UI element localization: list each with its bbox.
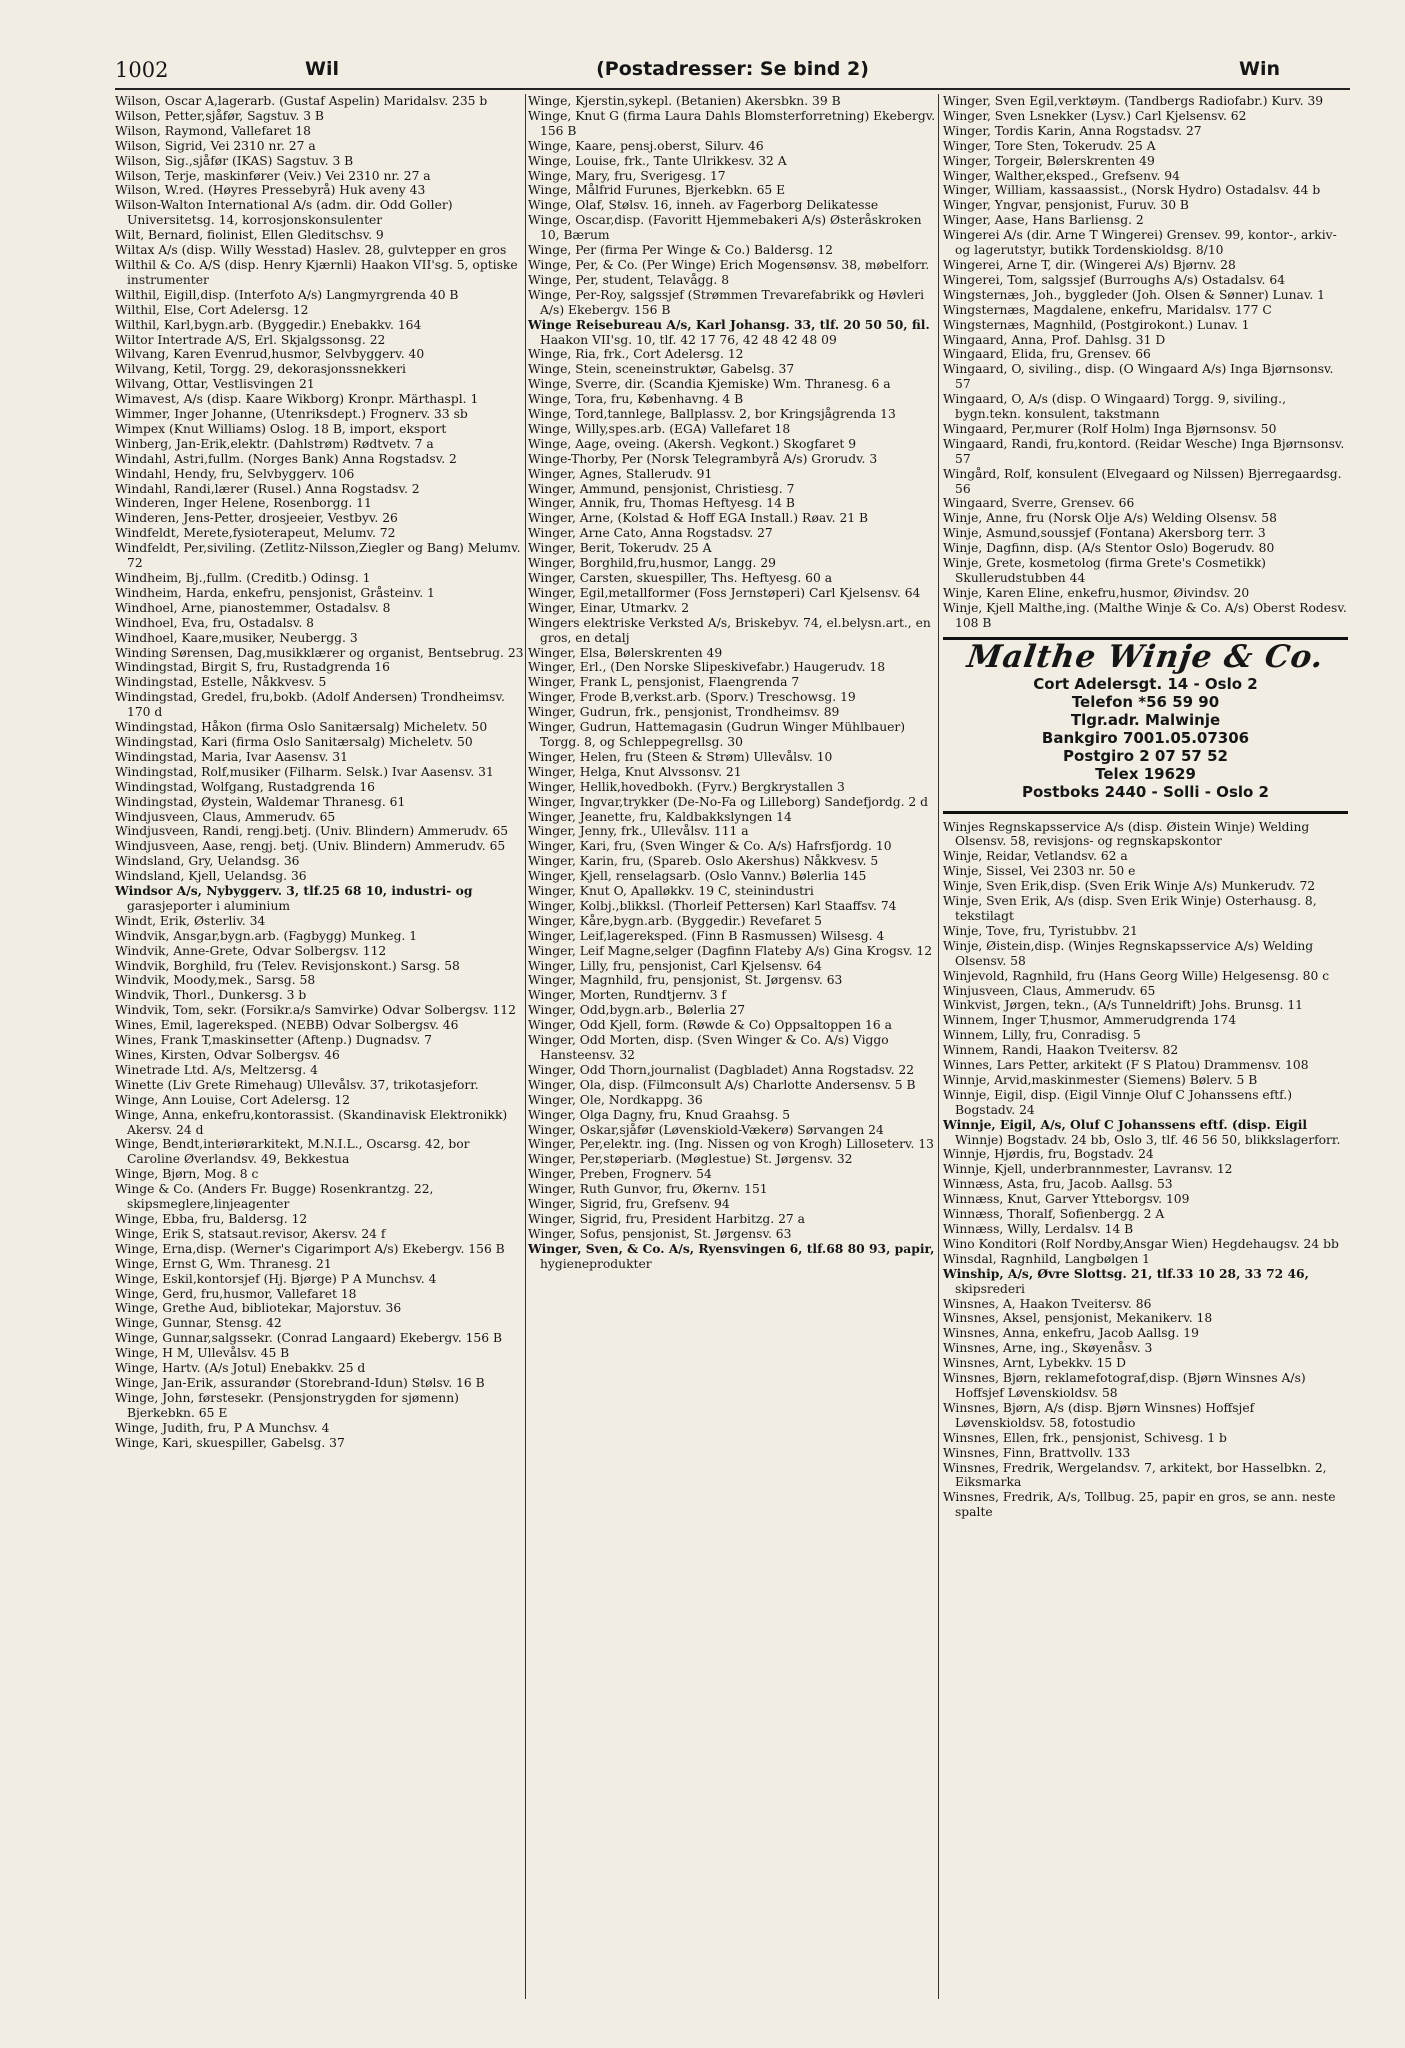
directory-entry: Winge, Stein, sceneinstruktør, Gabelsg. 37	[528, 362, 795, 377]
directory-entry: Winge, Per, student, Telavågg. 8	[528, 272, 730, 287]
directory-entry: Windt, Erik, Østerliv. 34	[115, 913, 266, 928]
directory-entry: Windvik, Ansgar,bygn.arb. (Fagbygg) Munkeg. 1	[115, 928, 418, 943]
directory-entry: Winge, H M, Ullevålsv. 45 B	[115, 1346, 290, 1361]
directory-entry: Windahl, Randi,lærer (Rusel.) Anna Rogstadsv. 2	[115, 481, 420, 496]
directory-entry: Winderen, Inger Helene, Rosenborgg. 11	[115, 496, 372, 511]
directory-entry: Winger, Preben, Frognerv. 54	[528, 1167, 712, 1182]
directory-entry: Windhoel, Kaare,musiker, Neubergg. 3	[115, 630, 358, 645]
directory-entry: Winger, Gudrun, frk., pensjonist, Trondheimsv. 89	[528, 705, 840, 720]
directory-entry: Winberg, Jan-Erik,elektr. (Dahlstrøm) Rødtvetv. 7 a	[115, 436, 434, 451]
directory-entry: Winje, Kjell Malthe,ing. (Malthe Winje & Co. A/s) Oberst Rodesv. 108 B	[943, 600, 1347, 630]
directory-entry: Winger, Kåre,bygn.arb. (Byggedir.) Revefaret 5	[528, 913, 822, 928]
directory-entry: Wingård, Rolf, konsulent (Elvegaard og Nilssen) Bjerregaardsg. 56	[943, 466, 1342, 496]
directory-entry: Winnje, Arvid,maskinmester (Siemens) Bølerv. 5 B	[943, 1072, 1258, 1087]
directory-entry: Winger, Erl., (Den Norske Slipeskivefabr.) Haugerudv. 18	[528, 660, 886, 675]
directory-entry: Windingstad, Øystein, Waldemar Thranesg. 61	[115, 794, 406, 809]
directory-entry: Winger, Odd Thorn,journalist (Dagbladet) Anna Rogstadsv. 22	[528, 1062, 915, 1077]
directory-entry: Winje, Sissel, Vei 2303 nr. 50 e	[943, 864, 1136, 879]
directory-entry: Winge, Kaare, pensj.oberst, Silurv. 46	[528, 138, 764, 153]
directory-entry: Winship, A/s, Øvre Slottsg. 21, tlf.33 10 28, 33 72 46, skipsrederi	[943, 1265, 1309, 1296]
ad-telephone: Telefon *56 59 90	[1071, 692, 1220, 711]
directory-entry: Winjes Regnskapsservice A/s (disp. Øistein Winje) Welding Olsensv. 58, revisjons- og regnskapskontor	[943, 819, 1310, 849]
directory-entry: Windahl, Hendy, fru, Selvbyggerv. 106	[115, 466, 355, 481]
directory-entry: Winsdal, Ragnhild, Langbølgen 1	[943, 1251, 1150, 1266]
directory-entry: Winge, Per-Roy, salgssjef (Strømmen Trevarefabrikk og Høvleri A/s) Ekebergv. 156 B	[528, 287, 925, 317]
directory-entry: Winnje, Eigil, disp. (Eigil Vinnje Oluf C Johanssens eftf.) Bogstadv. 24	[943, 1087, 1293, 1117]
directory-entry: Winger, Ole, Nordkappg. 36	[528, 1092, 703, 1107]
directory-entry: Winge, Willy,spes.arb. (EGA) Vallefaret 18	[528, 421, 791, 436]
directory-entry: Winger, Hellik,hovedbokh. (Fyrv.) Bergkrystallen 3	[528, 779, 845, 794]
directory-entry: Winge, Gunnar, Stensg. 42	[115, 1316, 282, 1331]
directory-entry: Winsnes, Anna, enkefru, Jacob Aallsg. 19	[943, 1326, 1199, 1341]
directory-entry: Winger, Per,elektr. ing. (Ing. Nissen og von Krogh) Lilloseterv. 13	[528, 1137, 934, 1152]
directory-entry: Winje, Øistein,disp. (Winjes Regnskapsservice A/s) Welding Olsensv. 58	[943, 938, 1314, 968]
directory-entry: Winge, Ernst G, Wm. Thranesg. 21	[115, 1256, 332, 1271]
directory-entry: Winge, Erik S, statsaut.revisor, Akersv. 24 f	[115, 1226, 386, 1241]
directory-entry: Winge, Aage, oveing. (Akersh. Vegkont.) Skogfaret 9	[528, 436, 857, 451]
directory-entry: Wingaard, Elida, fru, Grensev. 66	[943, 347, 1151, 362]
directory-entry: Winge Reisebureau A/s, Karl Johansg. 33, tlf. 20 50 50, fil. Haakon VII'sg. 10, tlf. 42 17 76, 42 48 42 48 09	[528, 316, 930, 347]
directory-entry: Winkvist, Jørgen, tekn., (A/s Tunneldrift) Johs. Brunsg. 11	[943, 998, 1303, 1013]
directory-entry: Winje, Anne, fru (Norsk Olje A/s) Welding Olsensv. 58	[943, 511, 1277, 526]
directory-entry: Winge, Per (firma Per Winge & Co.) Baldersg. 12	[528, 243, 833, 258]
directory-entry: Windvik, Borghild, fru (Telev. Revisjonskont.) Sarsg. 58	[115, 958, 460, 973]
directory-entry: Wingsternæs, Magdalene, enkefru, Maridalsv. 177 C	[943, 302, 1272, 317]
directory-entry: Winger, Odd Morten, disp. (Sven Winger & Co. A/s) Viggo Hansteensv. 32	[528, 1033, 889, 1062]
directory-entry: Winge, Anna, enkefru,kontorassist. (Skandinavisk Elektronikk) Akersv. 24 d	[115, 1107, 508, 1137]
directory-entry: Winger, Einar, Utmarkv. 2	[528, 600, 690, 615]
directory-entry: Wilt, Bernard, fiolinist, Ellen Gleditschsv. 9	[115, 228, 384, 243]
directory-entry: Windingstad, Håkon (firma Oslo Sanitærsalg) Micheletv. 50	[115, 720, 488, 735]
directory-entry: Winger, Kari, fru, (Sven Winger & Co. A/s) Hafrsfjordg. 10	[528, 839, 892, 854]
directory-entry: Winger, Sven Egil,verktøym. (Tandbergs Radiofabr.) Kurv. 39	[943, 94, 1324, 108]
directory-entry: Winnæss, Knut, Garver Ytteborgsv. 109	[943, 1192, 1190, 1207]
directory-entry: Winsnes, Arnt, Lybekkv. 15 D	[943, 1356, 1127, 1371]
directory-entry: Windsor A/s, Nybyggerv. 3, tlf.25 68 10, industri- og garasjeporter i aluminium	[115, 883, 473, 913]
directory-entry: Winger, Walther,eksped., Grefsenv. 94	[943, 168, 1180, 183]
ad-bankgiro: Bankgiro 7001.05.07306	[1041, 728, 1250, 747]
directory-entry: Wingaard, O, A/s (disp. O Wingaard) Torgg. 9, siviling., bygn.tekn. konsulent, takstmann	[943, 392, 1286, 422]
directory-entry: Winge, Tora, fru, Københavng. 4 B	[528, 392, 744, 407]
directory-entry: Winger, Aase, Hans Barliensg. 2	[943, 213, 1144, 228]
directory-entry: Winge, Louise, frk., Tante Ulrikkesv. 32 A	[528, 153, 787, 168]
header-range-start: Wil	[305, 58, 339, 80]
directory-entry: Wingaard, O, siviling., disp. (O Wingaard A/s) Inga Bjørnsonsv. 57	[943, 362, 1334, 392]
directory-entry: Winger, Helen, fru (Steen & Strøm) Ullevålsv. 10	[528, 749, 833, 764]
directory-entry: Winger, Frank L, pensjonist, Flaengrenda 7	[528, 675, 800, 690]
ad-address: Cort Adelersgt. 14 - Oslo 2	[1033, 674, 1258, 693]
directory-entry: Winjevold, Ragnhild, fru (Hans Georg Wille) Helgesensg. 80 c	[943, 968, 1330, 983]
directory-entry: Winsnes, Aksel, pensjonist, Mekanikerv. 18	[943, 1311, 1213, 1326]
directory-entry: Winje, Dagfinn, disp. (A/s Stentor Oslo) Bogerudv. 80	[943, 541, 1275, 556]
directory-entry: Winger, Carsten, skuespiller, Ths. Heftyesg. 60 a	[528, 571, 833, 585]
directory-entry: Winge, Ann Louise, Cort Adelersg. 12	[115, 1092, 351, 1107]
header-range-end: Win	[1239, 58, 1280, 80]
header-note: (Postadresser: Se bind 2)	[596, 58, 869, 80]
directory-entry: Winnæss, Thoralf, Sofienbergg. 2 A	[943, 1207, 1165, 1222]
directory-entry: Windhoel, Eva, fru, Ostadalsv. 8	[115, 615, 314, 630]
directory-entry: Winetrade Ltd. A/s, Meltzersg. 4	[115, 1062, 318, 1077]
directory-entry: Winge, Ria, frk., Cort Adelersg. 12	[528, 347, 744, 362]
ad-telex: Telex 19629	[1095, 764, 1196, 783]
directory-entry: Winger, Odd,bygn.arb., Bølerlia 27	[528, 1003, 746, 1018]
directory-entry: Winger, Arne, (Kolstad & Hoff EGA Install.) Røav. 21 B	[528, 511, 869, 526]
directory-entry: Winge-Thorby, Per (Norsk Telegrambyrå A/s) Grorudv. 3	[528, 451, 878, 466]
directory-entry: Wingsternæs, Joh., byggleder (Joh. Olsen & Sønner) Lunav. 1	[943, 287, 1325, 302]
directory-entry: Winje, Tove, fru, Tyristubbv. 21	[943, 923, 1138, 938]
directory-entry: Wilson, Sigrid, Vei 2310 nr. 27 a	[115, 138, 316, 153]
directory-entry: Wines, Kirsten, Odvar Solbergsv. 46	[115, 1048, 340, 1062]
ad-logo: Malthe Winje & Co.	[964, 638, 1327, 675]
directory-entry: Wilson, W.red. (Høyres Pressebyrå) Huk aveny 43	[115, 183, 426, 198]
directory-entry: Wingerei, Arne T, dir. (Wingerei A/s) Bjørnv. 28	[943, 257, 1236, 272]
directory-entry: Winger, Karin, fru, (Spareb. Oslo Akershus) Nåkkvesv. 5	[528, 854, 879, 869]
directory-entry: Wiltax A/s (disp. Willy Wesstad) Haslev. 28, gulvtepper en gros	[115, 243, 507, 258]
directory-entry: Winger, Sven Lsnekker (Lysv.) Carl Kjelsensv. 62	[943, 108, 1247, 123]
directory-entry: Winnæss, Willy, Lerdalsv. 14 B	[943, 1222, 1134, 1236]
directory-entry: Windheim, Harda, enkefru, pensjonist, Gråsteinv. 1	[115, 585, 435, 600]
directory-entry: Winnje, Hjørdis, fru, Bogstadv. 24	[943, 1147, 1154, 1162]
directory-entry: Winger, Tordis Karin, Anna Rogstadsv. 27	[943, 123, 1202, 138]
directory-entry: Winge, Bjørn, Mog. 8 c	[115, 1167, 259, 1182]
directory-entry: Winger, Ola, disp. (Filmconsult A/s) Charlotte Andersensv. 5 B	[528, 1077, 916, 1092]
page-number: 1002	[115, 58, 169, 82]
directory-entry: Winge, Ebba, fru, Baldersg. 12	[115, 1211, 308, 1226]
directory-entry: Wilson, Oscar A,lagerarb. (Gustaf Aspelin) Maridalsv. 235 b	[115, 94, 488, 108]
directory-entry: Wilthil, Else, Cort Adelersg. 12	[115, 302, 309, 317]
directory-entry: Winger, Jeanette, fru, Kaldbakkslyngen 14	[528, 809, 792, 824]
directory-entry: Windsland, Kjell, Uelandsg. 36	[115, 869, 307, 884]
directory-entry: Windhoel, Arne, pianostemmer, Ostadalsv. 8	[115, 600, 391, 615]
directory-entry: Winsnes, Ellen, frk., pensjonist, Schivesg. 1 b	[943, 1430, 1227, 1445]
directory-entry: Wingerei A/s (dir. Arne T Wingerei) Grensev. 99, kontor-, arkiv- og lagerutstyr, butikk Tordenskioldsg. 8/10	[943, 228, 1337, 258]
directory-entry: Winger, Morten, Rundtjernv. 3 f	[528, 988, 726, 1003]
directory-entry: Windahl, Astri,fullm. (Norges Bank) Anna Rogstadsv. 2	[115, 451, 457, 466]
directory-entry: Winger, Elsa, Bølerskrenten 49	[528, 645, 723, 660]
directory-entry: Winje, Sven Erik,disp. (Sven Erik Winje A/s) Munkerudv. 72	[943, 879, 1316, 894]
directory-entry: Winger, Ammund, pensjonist, Christiesg. 7	[528, 481, 795, 496]
directory-entry: Winge, Tord,tannlege, Ballplassv. 2, bor Kringsjågrenda 13	[528, 407, 896, 422]
directory-entry: Winger, Torgeir, Bølerskrenten 49	[943, 153, 1155, 168]
directory-entry: Winge, Erna,disp. (Werner's Cigarimport A/s) Ekebergv. 156 B	[115, 1241, 505, 1256]
directory-entry: Winsnes, Fredrik, A/s, Tollbug. 25, papir en gros, se ann. neste spalte	[943, 1490, 1336, 1520]
directory-entry: Winger, Sofus, pensjonist, St. Jørgensv. 63	[528, 1226, 792, 1241]
column-3-bottom-entries	[943, 820, 1348, 1521]
directory-entry: Winsnes, Bjørn, reklamefotograf,disp. (Bjørn Winsnes A/s) Hoffsjef Løvenskioldsv. 58	[943, 1371, 1306, 1400]
directory-entry: Windjusveen, Aase, rengj. betj. (Univ. Blindern) Ammerudv. 65	[115, 839, 506, 854]
directory-entry: Winnje, Kjell, underbrannmester, Lavransv. 12	[943, 1162, 1233, 1177]
directory-entry: Winger, Per,støperiarb. (Møglestue) St. Jørgensv. 32	[528, 1152, 853, 1167]
directory-entry: Winsnes, A, Haakon Tveitersv. 86	[943, 1296, 1152, 1311]
directory-entry: Winger, Tore Sten, Tokerudv. 25 A	[943, 138, 1156, 153]
column-2	[528, 94, 939, 1999]
directory-entry: Wimavest, A/s (disp. Kaare Wikborg) Kronpr. Märthaspl. 1	[115, 392, 479, 407]
directory-entry: Winge & Co. (Anders Fr. Bugge) Rosenkrantzg. 22, skipsmeglere,linjeagenter	[115, 1182, 434, 1212]
directory-entry: Winsnes, Finn, Brattvollv. 133	[943, 1445, 1131, 1460]
directory-entry: Winnem, Randi, Haakon Tveitersv. 82	[943, 1043, 1179, 1058]
directory-entry: Winger, Magnhild, fru, pensjonist, St. Jørgensv. 63	[528, 973, 843, 988]
directory-entry: Windvik, Tom, sekr. (Forsikr.a/s Samvirke) Odvar Solbergsv. 112	[115, 1003, 516, 1018]
directory-entry: Windsland, Gry, Uelandsg. 36	[115, 854, 300, 869]
directory-entry: Winsnes, Bjørn, A/s (disp. Bjørn Winsnes) Hoffsjef Løvenskioldsv. 58, fotostudio	[943, 1400, 1255, 1430]
directory-entry: Winger, Lilly, fru, pensjonist, Carl Kjelsensv. 64	[528, 958, 822, 973]
directory-entry: Winge, Kjerstin,sykepl. (Betanien) Akersbkn. 39 B	[528, 94, 841, 108]
directory-entry: Winger, Agnes, Stallerudv. 91	[528, 466, 713, 481]
directory-entry: Windingstad, Kari (firma Oslo Sanitærsalg) Micheletv. 50	[115, 734, 473, 749]
directory-entry: Winger, William, kassaassist., (Norsk Hydro) Ostadalsv. 44 b	[943, 183, 1321, 198]
directory-entry: Wilvang, Karen Evenrud,husmor, Selvbyggerv. 40	[115, 347, 425, 362]
directory-entry: Winge, Jan-Erik, assurandør (Storebrand-Idun) Stølsv. 16 B	[115, 1375, 485, 1390]
directory-entry: Winsnes, Fredrik, Wergelandsv. 7, arkitekt, bor Hasselbkn. 2, Eiksmarka	[943, 1460, 1327, 1490]
directory-entry: Winje, Grete, kosmetolog (firma Grete's Cosmetikk) Skullerudstubben 44	[943, 556, 1266, 585]
directory-entry: Windingstad, Maria, Ivar Aasensv. 31	[115, 749, 348, 764]
directory-entry: Wilson, Petter,sjåfør, Sagstuv. 3 B	[115, 108, 324, 123]
directory-entry: Wines, Frank T,maskinsetter (Aftenp.) Dugnadsv. 7	[115, 1033, 432, 1048]
directory-entry: Winje, Reidar, Vetlandsv. 62 a	[943, 849, 1128, 864]
directory-entry: Wingaard, Anna, Prof. Dahlsg. 31 D	[943, 332, 1166, 347]
directory-entry: Wilson, Terje, maskinfører (Veiv.) Vei 2310 nr. 27 a	[115, 168, 431, 183]
ad-telegram-address: Tlgr.adr. Malwinje	[1070, 710, 1221, 729]
advertisement-malthe-winje	[943, 637, 1348, 814]
directory-entry: Winge, Bendt,interiørarkitekt, M.N.I.L., Oscarsg. 42, bor Caroline Øverlandsv. 49, Bekkestua	[115, 1137, 470, 1167]
directory-entry: Wingaard, Randi, fru,kontord. (Reidar Wesche) Inga Bjørnsonsv. 57	[943, 436, 1345, 466]
directory-entry: Winger, Egil,metallformer (Foss Jernstøperi) Carl Kjelsensv. 64	[528, 585, 921, 600]
column-3-top-entries	[943, 94, 1348, 631]
directory-entry: Winette (Liv Grete Rimehaug) Ullevålsv. 37, trikotasjefo​rr.	[115, 1077, 479, 1092]
directory-entry: Wilvang, Ketil, Torgg. 29, dekorasjonssnekkeri	[115, 362, 406, 377]
directory-entry: Windheim, Bj.,fullm. (Creditb.) Odinsg. 1	[115, 571, 371, 585]
directory-entry: Winderen, Jens-Petter, drosjeeier, Vestbyv. 26	[115, 511, 398, 526]
directory-entry: Windfeldt, Per,siviling. (Zetlitz-Nilsson,Ziegler og Bang) Melumv. 72	[115, 541, 521, 571]
directory-entry: Winnæss, Asta, fru, Jacob. Aallsg. 53	[943, 1177, 1173, 1192]
directory-entry: Winnes, Lars Petter, arkitekt (F S Platou) Drammensv. 108	[943, 1058, 1309, 1073]
directory-entry: Wimmer, Inger Johanne, (Utenriksdept.) Frognerv. 33 sb	[115, 407, 468, 422]
directory-entry: Winge, Mary, fru, Sverigesg. 17	[528, 168, 726, 183]
ad-postgiro: Postgiro 2 07 57 52	[1063, 746, 1228, 765]
directory-entry: Winnem, Lilly, fru, Conradisg. 5	[943, 1028, 1141, 1043]
directory-entry: Wilvang, Ottar, Vestlisvingen 21	[115, 377, 315, 392]
directory-entry: Winger, Gudrun, Hattemagasin (Gudrun Winger Mühlbauer) Torgg. 8, og Schleppegrellsg. 30	[528, 720, 906, 749]
directory-entry: Wiltor Intertrade A/S, Erl. Skjalgssonsg. 22	[115, 332, 386, 347]
directory-entry: Winge, Judith, fru, P A Munchsv. 4	[115, 1420, 330, 1435]
directory-entry: Windvik, Moody,mek., Sarsg. 58	[115, 973, 316, 988]
directory-entry: Windjusveen, Claus, Ammerudv. 65	[115, 809, 336, 824]
directory-entry: Winsnes, Arne, ing., Skøyenåsv. 3	[943, 1341, 1153, 1356]
directory-entry: Winger, Oskar,sjåfør (Løvenskiold-Vækerø) Sørvangen 24	[528, 1122, 884, 1137]
page-header	[115, 52, 1350, 90]
directory-entry: Wingaard, Sverre, Grensev. 66	[943, 496, 1135, 511]
directory-entry: Winger, Kjell, renselagsarb. (Oslo Vannv.) Bølerlia 145	[528, 869, 867, 884]
directory-entry: Winger, Arne Cato, Anna Rogstadsv. 27	[528, 526, 773, 541]
directory-entry: Windingstad, Rolf,musiker (Filharm. Selsk.) Ivar Aasensv. 31	[115, 764, 494, 779]
directory-entry: Wilthil & Co. A/S (disp. Henry Kjærnli) Haakon VII'sg. 5, optiske instrumenter	[115, 257, 518, 287]
directory-entry: Winger, Yngvar, pensjonist, Furuv. 30 B	[943, 198, 1189, 213]
directory-entry: Winge, Olaf, Stølsv. 16, inneh. av Fagerborg Delikatesse	[528, 198, 879, 213]
directory-entry: Winge, Gunnar,salgssekr. (Conrad Langaard) Ekebergv. 156 B	[115, 1331, 502, 1346]
directory-entry: Winger, Jenny, frk., Ullevålsv. 111 a	[528, 824, 749, 839]
directory-entry: Winnje, Eigil, A/s, Oluf C Johanssens eftf. (disp. Eigil Winnje) Bogstadv. 24 bb, Oslo 3, tlf. 46 56 50, blikkslagerforr.	[943, 1116, 1341, 1147]
directory-entry: Winger, Borghild,fru,husmor, Langg. 29	[528, 556, 776, 571]
directory-entry: Winger, Sven, & Co. A/s, Ryensvingen 6, tlf.68 80 93, papir, hygieneprodukter	[528, 1240, 935, 1271]
directory-entry: Windingstad, Birgit S, fru, Rustadgrenda 16	[115, 660, 390, 675]
directory-entry: Winger, Ruth Gunvor, fru, Økernv. 151	[528, 1182, 768, 1197]
directory-entry: Winge, Per, & Co. (Per Winge) Erich Mogensønsv. 38, møbelforr.	[528, 257, 930, 272]
directory-entry: Winger, Annik, fru, Thomas Heftyesg. 14 B	[528, 496, 795, 511]
directory-entry: Wingers elektriske Verksted A/s, Briskebyv. 74, el.belysn.art., en gros, en detalj	[528, 615, 931, 645]
directory-entry: Winge, John, førstesekr. (Pensjonstrygden for sjømenn) Bjerkebkn. 65 E	[115, 1390, 459, 1420]
directory-entry: Winge, Oscar,disp. (Favoritt Hjemmebakeri A/s) Østeråskroken 10, Bærum	[528, 213, 922, 243]
directory-entry: Wilson, Sig.,sjåfør (IKAS) Sagstuv. 3 B	[115, 153, 354, 168]
directory-entry: Wingaard, Per,murer (Rolf Holm) Inga Bjørnsonsv. 50	[943, 421, 1277, 436]
directory-entry: Winje, Karen Eline, enkefru,husmor, Øivindsv. 20	[943, 585, 1250, 600]
directory-entry: Wilthil, Eigill,disp. (Interfoto A/s) Langmyrgrenda 40 B	[115, 287, 459, 302]
column-1	[115, 94, 526, 1999]
directory-entry: Winger, Frode B,verkst.arb. (Sporv.) Treschowsg. 19	[528, 690, 856, 705]
directory-entry: Winger, Olga Dagny, fru, Knud Graahsg. 5	[528, 1107, 791, 1122]
directory-entry: Winjusveen, Claus, Ammerudv. 65	[943, 983, 1156, 998]
directory-entry: Winge, Grethe Aud, bibliotekar, Majorstuv. 36	[115, 1301, 402, 1316]
directory-entry: Windingstad, Gredel, fru,bokb. (Adolf Andersen) Trondheimsv. 170 d	[115, 690, 505, 720]
directory-entry: Windvik, Anne-Grete, Odvar Solbergsv. 112	[115, 943, 387, 958]
directory-entry: Winge, Gerd, fru,husmor, Vallefaret 18	[115, 1286, 357, 1301]
directory-entry: Wines, Emil, lagereksped. (NEBB) Odvar Solbergsv. 46	[115, 1018, 459, 1033]
directory-entry: Winger, Leif,lagereksped. (Finn B Rasmussen) Wilsesg. 4	[528, 928, 885, 943]
directory-entry: Winger, Berit, Tokerudv. 25 A	[528, 541, 712, 556]
directory-entry: Wingerei, Tom, salgssjef (Burroughs A/s) Ostadalsv. 64	[943, 272, 1286, 287]
directory-entry: Wingsternæs, Magnhild, (Postgirokont.) Lunav. 1	[943, 317, 1250, 332]
directory-entry: Winding Sørensen, Dag,musikklærer og organist, Bentsebrug. 23	[115, 645, 524, 660]
directory-entry: Wilthil, Karl,bygn.arb. (Byggedir.) Enebakkv. 164	[115, 317, 422, 332]
directory-entry: Winger, Sigrid, fru, President Harbitzg. 27 a	[528, 1211, 805, 1226]
directory-entry: Winger, Helga, Knut Alvssonsv. 21	[528, 764, 742, 779]
directory-entry: Winge, Knut G (firma Laura Dahls Blomsterforretning) Ekebergv. 156 B	[528, 108, 936, 138]
directory-entry: Winger, Odd Kjell, form. (Røwde & Co) Oppsaltoppen 16 a	[528, 1018, 892, 1033]
directory-entry: Winger, Leif Magne,selger (Dagfinn Flateby A/s) Gina Krogsv. 12	[528, 943, 933, 958]
directory-entry: Winger, Ingvar,trykker (De-No-Fa og Lilleborg) Sandefjordg. 2 d	[528, 794, 929, 809]
directory-entry: Windfeldt, Merete,fysioterapeut, Melumv. 72	[115, 526, 396, 541]
directory-entry: Winge, Kari, skuespiller, Gabelsg. 37	[115, 1435, 345, 1450]
directory-entry: Windingstad, Wolfgang, Rustadgrenda 16	[115, 779, 375, 794]
directory-entry: Windingstad, Estelle, Nåkkvesv. 5	[115, 675, 327, 690]
directory-entry: Winge, Hartv. (A/s Jotul) Enebakkv. 25 d	[115, 1361, 366, 1376]
directory-entry: Winnem, Inger T,husmor, Ammerudgrenda 174	[943, 1013, 1237, 1028]
column-3	[943, 94, 1348, 1520]
directory-entry: Winje, Asmund,soussjef (Fontana) Akersborg terr. 3	[943, 526, 1266, 541]
directory-entry: Winje, Sven Erik, A/s (disp. Sven Erik Winje) Osterhausg. 8, tekstilagt	[943, 894, 1317, 923]
directory-entry: Winge, Sverre, dir. (Scandia Kjemiske) Wm. Thranesg. 6 a	[528, 377, 891, 392]
directory-entry: Windvik, Thorl., Dunkersg. 3 b	[115, 988, 307, 1003]
ad-postbox: Postboks 2440 - Solli - Oslo 2	[1022, 782, 1269, 801]
directory-entry: Wilson, Raymond, Vallefaret 18	[115, 123, 311, 138]
directory-entry: Winge, Målfrid Furunes, Bjerkebkn. 65 E	[528, 183, 786, 198]
directory-entry: Wimpex (Knut Williams) Oslog. 18 B, import, eksport	[115, 421, 447, 436]
directory-entry: Winge, Eskil,kontorsjef (Hj. Bjørge) P A Munchsv. 4	[115, 1271, 437, 1286]
directory-entry: Windjusveen, Randi, rengj.betj. (Univ. Blindern) Ammerudv. 65	[115, 824, 509, 839]
directory-entry: Winger, Kolbj.,blikksl. (Thorleif Pettersen) Karl Staaffsv. 74	[528, 898, 897, 913]
directory-entry: Wilson-Walton International A/s (adm. dir. Odd Goller) Universitetsg. 14, korrosjonskonsulenter	[115, 198, 453, 228]
directory-entry: Winger, Sigrid, fru, Grefsenv. 94	[528, 1197, 730, 1212]
directory-entry: Wino Konditori (Rolf Nordby,Ansgar Wien) Hegdehaugsv. 24 bb	[943, 1236, 1339, 1251]
directory-entry: Winger, Knut O, Apalløkkv. 19 C, steinindustri	[528, 884, 814, 899]
